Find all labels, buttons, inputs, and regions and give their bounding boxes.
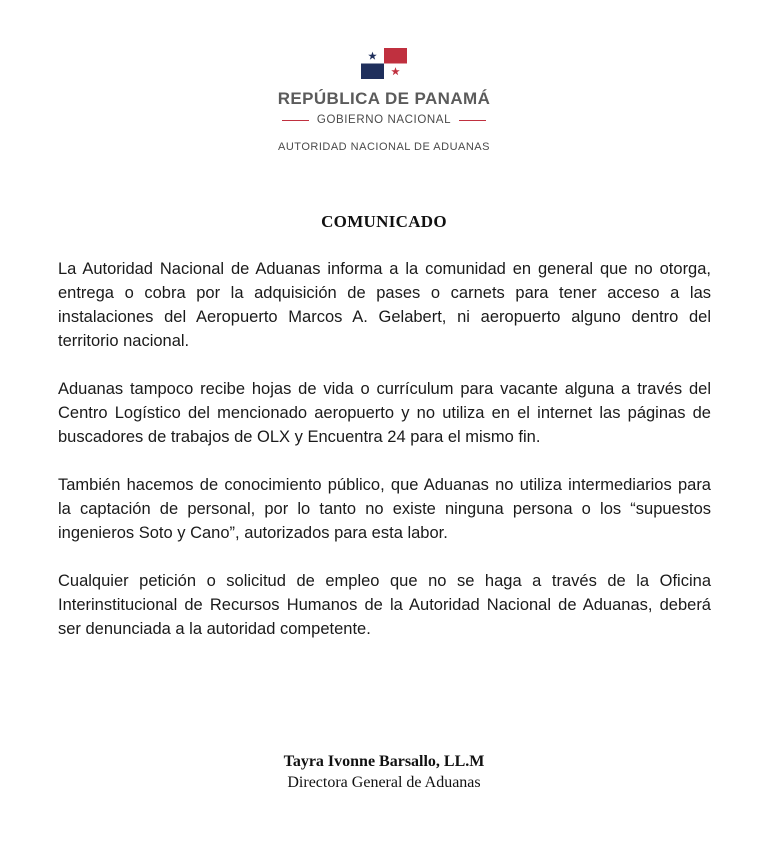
paragraph: Cualquier petición o solicitud de empleo que no se haga a través de la Oficina Interinstitucional de Recursos Humanos de la Autoridad Nacional de Aduanas, deberá ser denunciada a la autoridad competente. xyxy=(58,572,711,638)
paragraph: Aduanas tampoco recibe hojas de vida o currículum para vacante alguna a través del Centro Logístico del mencionado aeropuerto y no utiliza en el internet las páginas de buscadores de trabajos de OLX y Encuentra 24 para el mismo fin. xyxy=(58,380,711,446)
paragraph: También hacemos de conocimiento público, que Aduanas no utiliza intermediarios para la captación de personal, por lo tanto no existe ninguna persona o los “supuestos ingenieros Soto y Cano”, autorizados para esta labor. xyxy=(58,476,711,542)
country-name: REPÚBLICA DE PANAMÁ xyxy=(277,89,491,108)
government-name: GOBIERNO NACIONAL xyxy=(316,114,452,126)
government-line xyxy=(0,112,768,128)
authority-name: AUTORIDAD NACIONAL DE ADUANAS xyxy=(278,141,490,153)
panama-flag-icon xyxy=(361,48,407,79)
document-body xyxy=(58,257,711,665)
signature-block xyxy=(0,751,768,793)
letterhead xyxy=(0,48,768,154)
divider xyxy=(282,120,309,121)
document-title: COMUNICADO xyxy=(321,212,447,231)
divider xyxy=(459,120,486,121)
signatory-position: Directora General de Aduanas xyxy=(287,774,481,791)
paragraph: La Autoridad Nacional de Aduanas informa a la comunidad en general que no otorga, entrega o cobra por la adquisición de pases o carnets para tener acceso a las instalaciones del Aeropuerto Marcos A. Gelabert, ni aeropuerto alguno dentro del territorio nacional. xyxy=(58,260,711,350)
signatory-name: Tayra Ivonne Barsallo, LL.M xyxy=(283,753,485,770)
